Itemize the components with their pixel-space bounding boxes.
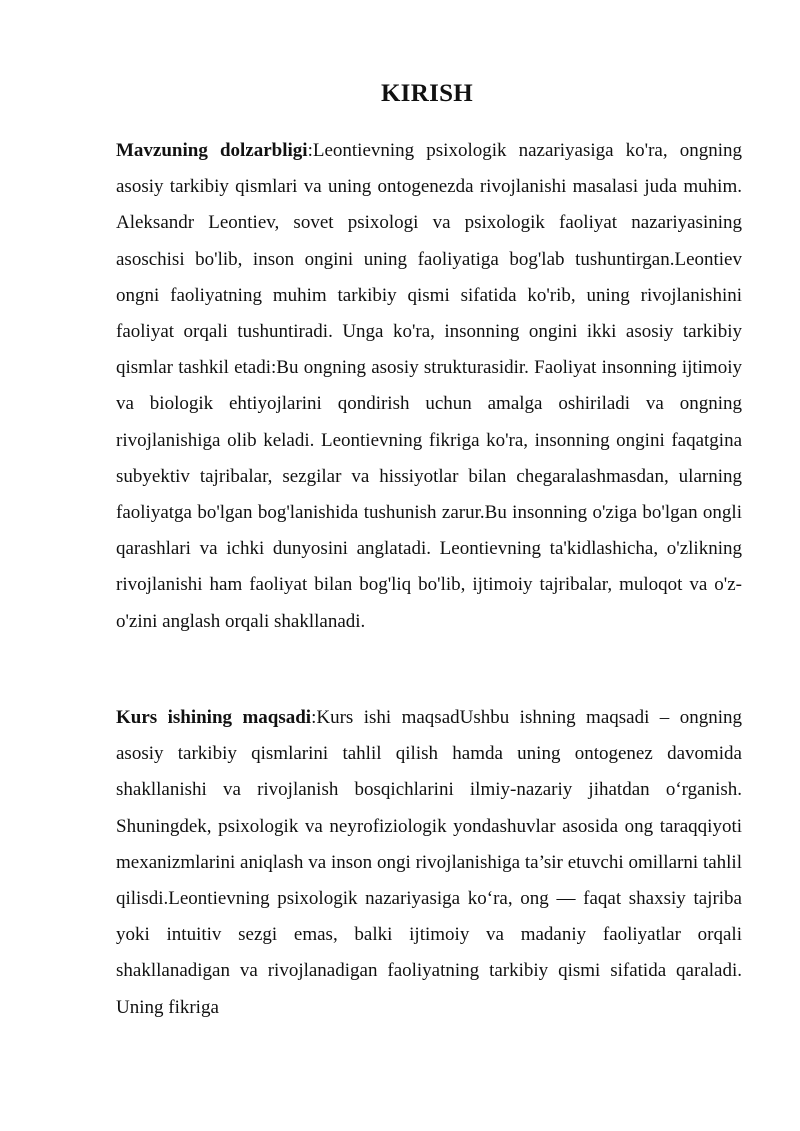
paragraph-text-relevance: :Leontievning psixologik nazariyasiga ko'ra, ongning asosiy tarkibiy qismlari va uning ontogenezda rivojlanishi masalasi juda muhim. Aleksandr Leontiev, sovet psixologi va psixologik faoliyat nazariyasining asoschisi bo'lib, inson ongini uning faoliyatiga bog'lab tushuntirgan.Leontiev ongni faoliyatning muhim tarkibiy qismi sifatida ko'rib, uning rivojlanishini faoliyat orqali tushuntiradi. Unga ko'ra, insonning ongini ikki asosiy tarkibiy qismlar tashkil etadi:Bu ongning asosiy strukturasidir. Faoliyat insonning ijtimoiy va biologik ehtiyojlarini qondirish uchun amalga oshiriladi va ongning rivojlanishiga olib keladi. Leontievning fikriga ko'ra, insonning ongini faqatgina subyektiv tajribalar, sezgilar va hissiyotlar bilan chegaralashmasdan, ularning faoliyatga bo'lgan bog'lanishida tushunish zarur.Bu insonning o'ziga bo'lgan ongli qarashlari va ichki dunyosini anglatadi. Leontievning ta'kidlashicha, o'zlikning rivojlanishi ham faoliyat bilan bog'liq bo'lib, ijtimoiy tajribalar, muloqot va o'z-o'zini anglash orqali shakllanadi.	[116, 140, 742, 632]
page-title: KIRISH	[380, 80, 474, 107]
paragraph-text-goal: :Kurs ishi maqsadUshbu ishning maqsadi – ongning asosiy tarkibiy qismlarini tahlil qilish hamda uning ontogenez davomida shakllanishi va rivojlanish bosqichlarini ilmiy-nazariy jihatdan o‘rganish. Shuningdek, psixologik va neyrofiziologik yondashuvlar asosida ong taraqqiyoti mexanizmlarini aniqlash va inson ongi rivojlanishiga ta’sir etuvchi omillarni tahlil qilisdi.Leontievning psixologik nazariyasiga ko‘ra, ong — faqat shaxsiy tajriba yoki intuitiv sezgi emas, balki ijtimoiy va madaniy faoliyatlar orqali shakllanadigan va rivojlanadigan faoliyatning tarkibiy qismi sifatida qaraladi. Uning fikriga	[116, 707, 742, 1018]
paragraph-lead-goal: Kurs ishining maqsadi	[116, 707, 312, 728]
paragraph-relevance	[116, 133, 742, 640]
paragraph-goal	[116, 700, 742, 1026]
paragraph-lead-relevance: Mavzuning dolzarbligi	[116, 140, 308, 161]
